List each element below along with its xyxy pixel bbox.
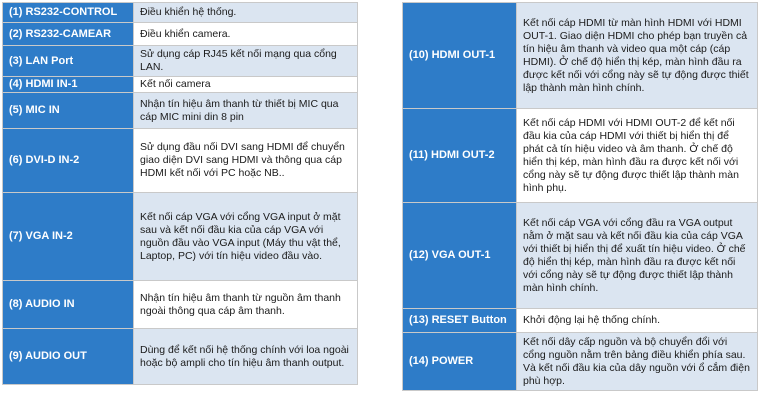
port-label: (8) AUDIO IN — [3, 281, 134, 329]
port-label: (3) LAN Port — [3, 46, 134, 77]
port-label: (11) HDMI OUT-2 — [403, 109, 517, 203]
port-description: Khởi động lại hệ thống chính. — [517, 309, 758, 333]
table-row — [403, 203, 758, 309]
port-label: (7) VGA IN-2 — [3, 193, 134, 281]
port-description: Kết nối cáp VGA với cổng VGA input ở mặt sau và kết nối đầu kia của cáp VGA với nguồn đầu vào VGA input (Máy thu vật thể, Laptop, PC) với tín hiệu video đầu vào. — [134, 193, 358, 281]
port-description: Sử dụng đầu nối DVI sang HDMI để chuyển giao diện DVI sang HDMI và thông qua cáp HDMI kết nối với PC hoặc NB.. — [134, 129, 358, 193]
port-label: (2) RS232-CAMEAR — [3, 23, 134, 46]
port-description: Nhận tín hiệu âm thanh từ thiết bị MIC qua cáp MIC mini din 8 pin — [134, 93, 358, 129]
table-row — [3, 77, 358, 93]
port-description: Sử dụng cáp RJ45 kết nối mạng qua cổng LAN. — [134, 46, 358, 77]
port-label: (13) RESET Button — [403, 309, 517, 333]
table-row — [3, 329, 358, 385]
table-row — [3, 129, 358, 193]
port-label: (12) VGA OUT-1 — [403, 203, 517, 309]
port-label: (5) MIC IN — [3, 93, 134, 129]
port-label: (14) POWER — [403, 333, 517, 391]
port-description: Nhận tín hiệu âm thanh từ nguồn âm thanh ngoài thông qua cáp âm thanh. — [134, 281, 358, 329]
port-description: Điều khiển hệ thống. — [134, 3, 358, 23]
port-description: Kết nối cáp VGA với cổng đầu ra VGA output nằm ở mặt sau và kết nối đầu kia của cáp VGA với thiết bị hiển thị để xuất tín hiệu video. Ở chế độ hiển thị kép, màn hình đầu ra được kết nối với cổng này sẽ tự động được thiết lập thành màn hình chính. — [517, 203, 758, 309]
port-label: (6) DVI-D IN-2 — [3, 129, 134, 193]
table-row — [3, 193, 358, 281]
port-label: (1) RS232-CONTROL — [3, 3, 134, 23]
port-description: Dùng để kết nối hệ thống chính với loa ngoài hoặc bộ ampli cho tín hiệu âm thanh output. — [134, 329, 358, 385]
port-description: Kết nối dây cấp nguồn và bộ chuyển đổi với cổng nguồn nằm trên bảng điều khiển phía sau. Và kết nối đầu kia của dây nguồn với ổ cắm điện phù hợp. — [517, 333, 758, 391]
table-row — [3, 23, 358, 46]
port-label: (4) HDMI IN-1 — [3, 77, 134, 93]
right-port-table — [402, 2, 758, 391]
port-description: Kết nối camera — [134, 77, 358, 93]
port-description: Kết nối cáp HDMI với HDMI OUT-2 để kết nối đầu kia của cáp HDMI với thiết bị hiển thị để phát cả tín hiệu video và âm thanh. Ở chế độ hiển thị kép, màn hình đầu ra được kết nối với cổng này sẽ tự động được thiết lập thành màn hình phụ. — [517, 109, 758, 203]
table-row — [403, 3, 758, 109]
port-description: Điều khiển camera. — [134, 23, 358, 46]
table-row — [3, 281, 358, 329]
port-label: (10) HDMI OUT-1 — [403, 3, 517, 109]
table-row — [403, 109, 758, 203]
table-row — [403, 333, 758, 391]
table-row — [403, 309, 758, 333]
port-description: Kết nối cáp HDMI từ màn hình HDMI với HDMI OUT-1. Giao diện HDMI cho phép bạn truyền cả tín hiệu âm thanh và video qua một cáp (cáp HDMI). Ở chế độ hiển thị kép, màn hình đầu ra được kết nối với cổng này sẽ tự động được thiết lập thành màn hình chính. — [517, 3, 758, 109]
table-row — [3, 3, 358, 23]
table-row — [3, 93, 358, 129]
left-port-table — [2, 2, 358, 385]
port-label: (9) AUDIO OUT — [3, 329, 134, 385]
table-row — [3, 46, 358, 77]
